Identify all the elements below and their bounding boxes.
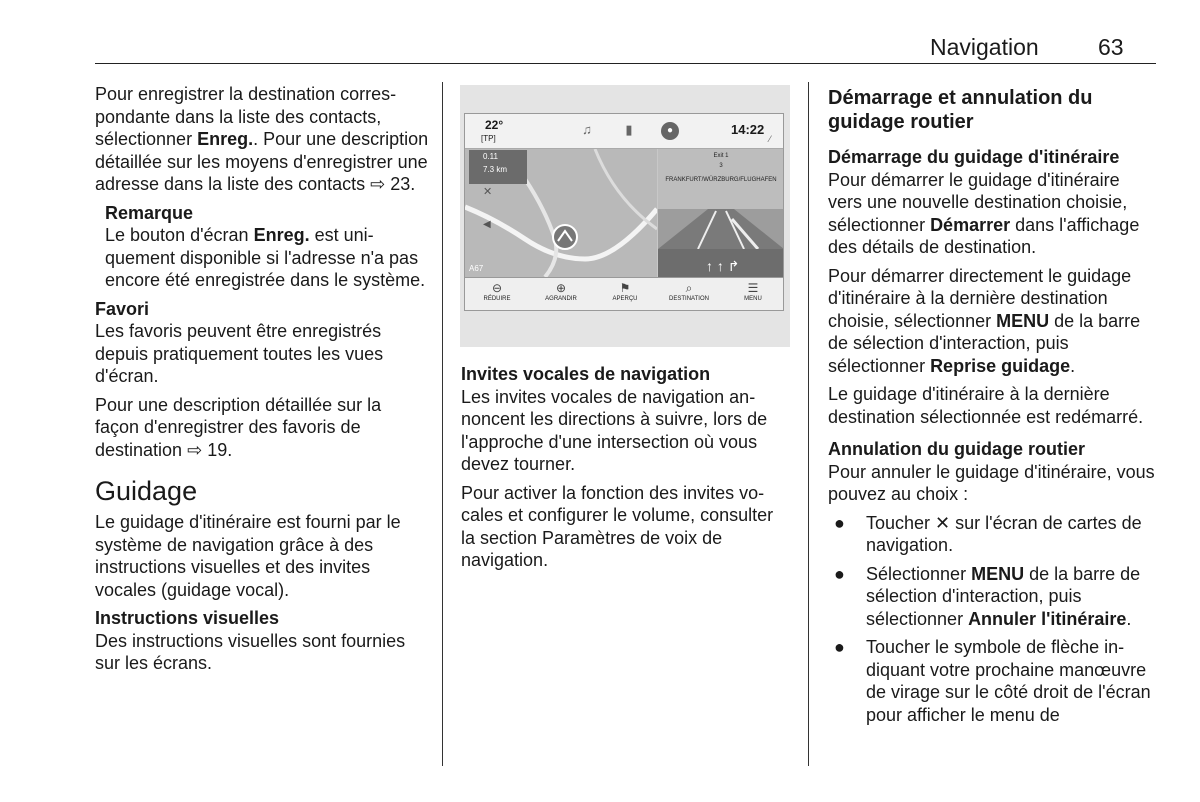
distance-value-2: 7.3 km (483, 165, 508, 174)
subheading-invites: Invites vocales de navigation (461, 364, 711, 384)
bullet-icon: ● (834, 637, 845, 657)
paragraph: Le guidage d'itinéraire à la dernière destination sélectionnée est redémarré. (828, 384, 1144, 427)
paragraph: Pour démarrer le guidage d'itinéraire vers une nouvelle destination choisie, sélectionner Démarrer dans l'affichage des détails de destination. (828, 169, 1140, 257)
column-2 (461, 363, 791, 578)
flag-icon: ⚑ (619, 281, 631, 295)
column-3 (828, 86, 1158, 732)
tp-label: [TP] (481, 134, 496, 143)
navigation-screen-image (460, 85, 790, 347)
list-item: ● Sélectionner MENU de la barre de sélection d'interaction, puis sélectionner Annuler l'itinéraire. (834, 563, 1141, 629)
svg-text:✕: ✕ (483, 186, 493, 198)
plus-icon: ⊕ (555, 281, 567, 295)
column-divider-2 (808, 82, 809, 766)
column-divider-1 (442, 82, 443, 766)
subheading-instructions: Instructions visuelles (95, 608, 280, 628)
exit-number: 3 (719, 163, 723, 169)
subheading-favori: Favori (95, 298, 150, 319)
phone-icon: ▮ (625, 122, 633, 137)
signal-icon: ⁄ (769, 134, 771, 144)
list-item: ● Toucher le symbole de flèche indiquant votre prochaine manœuvre de virage sur le côté droit de l'écran pour afficher le menu de (834, 637, 1151, 725)
paragraph: Pour activer la fonction des invites vocales et configurer le volume, consulter la section Paramètres de voix de navigation. (461, 482, 774, 570)
section-heading-demarrage: Démarrage et annulation du guidage routier (828, 87, 1093, 133)
subheading-cancel: Annulation du guidage routier (828, 439, 1085, 459)
paragraph: Les favoris peuvent être enregistrés depuis pratiquement toutes les vues d'écran. (95, 321, 384, 386)
close-x-icon: ✕ (935, 512, 951, 533)
bullet-list (828, 512, 1158, 727)
paragraph: Pour démarrer directement le guidage d'itinéraire à la dernière destination choisie, sélectionner MENU de la barre de sélection d'interaction, puis sélectionner Reprise guidage. (828, 265, 1141, 376)
zoom-in-button[interactable]: ⊕ AGRANDIR (529, 280, 593, 302)
screen-display (464, 113, 784, 311)
list-item: ● Toucher ✕ sur l'écran de cartes de navigation. (834, 512, 1142, 555)
header-rule (95, 63, 1156, 64)
bullet-icon: ● (834, 512, 845, 533)
paragraph: Des instructions visuelles sont fournies sur les écrans. (95, 630, 406, 673)
exit-label: Exit 1 (713, 153, 729, 159)
menu-button[interactable]: ☰ MENU (721, 280, 784, 302)
road-label: A67 (469, 264, 484, 273)
zoom-out-button[interactable]: ⊖ RÉDUIRE (465, 280, 529, 302)
bullet-icon: ● (834, 563, 845, 584)
svg-text:↑ ↑ ↱: ↑ ↑ ↱ (706, 258, 740, 274)
destination-button[interactable]: ⌕ DESTINATION (657, 280, 721, 302)
minus-icon: ⊖ (491, 281, 503, 295)
column-1 (95, 83, 430, 681)
overview-button[interactable]: ⚑ APERÇU (593, 280, 657, 302)
direction-sign: FRANKFURT/WÜRZBURG/FLUGHAFEN (665, 177, 777, 183)
page-number: 63 (1098, 34, 1124, 60)
temperature-label: 22° (485, 118, 504, 132)
running-header-title: Navigation (930, 34, 1039, 60)
paragraph: Pour enregistrer la destination correspondante dans la liste des contacts, sélectionner Enreg.. Pour une description détaillée sur les moyens d'enregistrer une adresse dans la liste des contacts ⇨ 23. (95, 84, 429, 194)
screen-top-bar (465, 114, 784, 149)
paragraph: Les invites vocales de navigation annoncent les directions à suivre, lors de l'approche d'une intersection où vous devez tourner. (461, 386, 768, 474)
section-heading-guidage: Guidage (95, 476, 198, 506)
search-icon: ⌕ (685, 281, 693, 295)
paragraph: Pour annuler le guidage d'itinéraire, vous pouvez au choix : (828, 461, 1155, 504)
menu-icon: ☰ (747, 281, 759, 295)
lane-guidance-view (658, 149, 784, 277)
note-box (95, 202, 430, 292)
distance-value-1: 0.11 (483, 152, 498, 161)
paragraph: Pour une description détaillée sur la façon d'enregistrer des favoris de destination ⇨ 19. (95, 394, 382, 460)
svg-text:◀: ◀ (483, 219, 491, 230)
arrow-ref-icon: ⇨ (370, 174, 386, 194)
distance-box (469, 150, 527, 184)
note-title: Remarque (105, 202, 194, 223)
nav-globe-icon: ● (661, 122, 679, 140)
paragraph: Le guidage d'itinéraire est fourni par le système de navigation grâce à des instructions visuelles et des invites vocales (guidage vocal). (95, 512, 401, 600)
arrow-ref-icon: ⇨ (187, 439, 203, 460)
screen-button-bar (465, 277, 784, 311)
music-icon: ♫ (582, 122, 592, 137)
note-text: Le bouton d'écran Enreg. est uniquement disponible si l'adresse n'a pas encore été enregistrée dans le système. (105, 225, 426, 290)
clock-label: 14:22 (731, 122, 765, 137)
subheading-start: Démarrage du guidage d'itinéraire (828, 147, 1120, 167)
